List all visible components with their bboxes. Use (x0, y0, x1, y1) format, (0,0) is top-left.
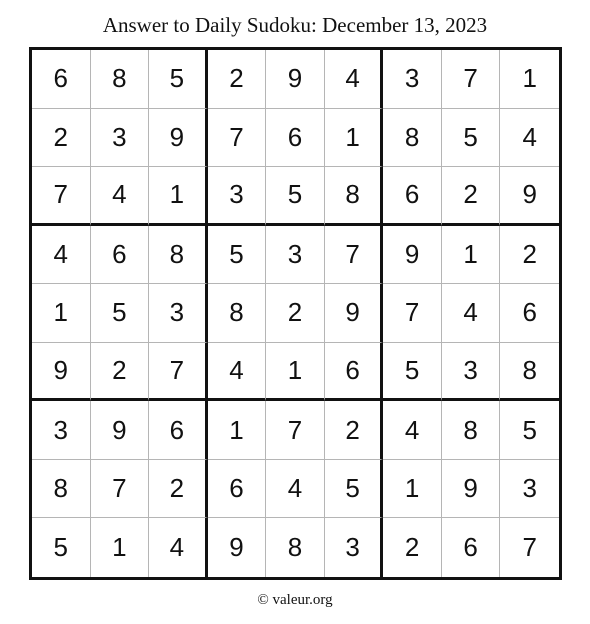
sudoku-cell-r4c5: 3 (266, 226, 325, 285)
sudoku-cell-r9c8: 6 (442, 518, 501, 577)
sudoku-cell-r3c4: 3 (208, 167, 267, 226)
sudoku-cell-r4c6: 7 (325, 226, 384, 285)
sudoku-cell-r1c3: 5 (149, 50, 208, 109)
sudoku-cell-r1c9: 1 (500, 50, 559, 109)
sudoku-cell-r8c8: 9 (442, 460, 501, 519)
sudoku-cell-r8c5: 4 (266, 460, 325, 519)
sudoku-cell-r3c7: 6 (383, 167, 442, 226)
sudoku-grid (32, 50, 559, 577)
sudoku-cell-r5c4: 8 (208, 284, 267, 343)
sudoku-cell-r2c4: 7 (208, 109, 267, 168)
sudoku-cell-r8c4: 6 (208, 460, 267, 519)
sudoku-cell-r9c9: 7 (522, 532, 537, 563)
credit-text: © valeur.org (257, 592, 333, 608)
sudoku-cell-r3c1: 7 (32, 167, 91, 226)
sudoku-cell-r7c6: 2 (325, 401, 384, 460)
sudoku-cell-r7c9: 5 (500, 401, 559, 460)
sudoku-cell-r1c2: 8 (91, 50, 150, 109)
sudoku-cell-r9c6: 3 (325, 518, 384, 577)
sudoku-cell-r7c4: 1 (208, 401, 267, 460)
sudoku-cell-r8c6: 5 (325, 460, 384, 519)
sudoku-cell-r7c1: 3 (32, 401, 91, 460)
sudoku-cell-r1c6: 4 (325, 50, 384, 109)
sudoku-cell-r7c3: 6 (149, 401, 208, 460)
sudoku-cell-r8c9: 3 (500, 460, 559, 519)
sudoku-cell-r7c2: 9 (91, 401, 150, 460)
sudoku-cell-r9c2: 1 (91, 518, 150, 577)
sudoku-cell-r7c7: 4 (383, 401, 442, 460)
sudoku-board (29, 47, 562, 580)
sudoku-cell-r4c9: 2 (500, 226, 559, 285)
sudoku-cell-r8c3: 2 (149, 460, 208, 519)
sudoku-cell-r5c7: 7 (383, 284, 442, 343)
sudoku-cell-r1c1: 6 (32, 50, 91, 109)
sudoku-cell-r2c5: 6 (266, 109, 325, 168)
sudoku-cell-r9c5: 8 (266, 518, 325, 577)
sudoku-cell-r5c2: 5 (91, 284, 150, 343)
sudoku-cell-r6c5: 1 (266, 343, 325, 402)
sudoku-cell-r4c2: 6 (91, 226, 150, 285)
sudoku-cell-r6c6: 6 (325, 343, 384, 402)
sudoku-cell-r5c5: 2 (266, 284, 325, 343)
sudoku-cell-r9c4: 9 (208, 518, 267, 577)
sudoku-cell-r6c4: 4 (208, 343, 267, 402)
sudoku-cell-r1c5: 9 (266, 50, 325, 109)
sudoku-cell-r9c7: 2 (383, 518, 442, 577)
sudoku-cell-r9c1: 5 (32, 518, 91, 577)
sudoku-cell-r6c9: 8 (500, 343, 559, 402)
sudoku-cell-r2c7: 8 (383, 109, 442, 168)
sudoku-cell-r6c7: 5 (383, 343, 442, 402)
sudoku-cell-r7c5: 7 (266, 401, 325, 460)
sudoku-cell-r6c3: 7 (149, 343, 208, 402)
sudoku-cell-r5c1: 1 (32, 284, 91, 343)
sudoku-cell-r2c3: 9 (149, 109, 208, 168)
sudoku-cell-r5c9: 6 (500, 284, 559, 343)
sudoku-cell-r4c4: 5 (208, 226, 267, 285)
sudoku-cell-r6c2: 2 (91, 343, 150, 402)
sudoku-cell-r4c1: 4 (32, 226, 91, 285)
sudoku-cell-r2c1: 2 (32, 109, 91, 168)
sudoku-cell-r3c9: 9 (500, 167, 559, 226)
sudoku-cell-r1c8: 7 (442, 50, 501, 109)
sudoku-cell-r4c3: 8 (149, 226, 208, 285)
sudoku-cell-r2c2: 3 (91, 109, 150, 168)
sudoku-cell-r2c9: 4 (500, 109, 559, 168)
sudoku-cell-r8c1: 8 (32, 460, 91, 519)
page-title: Answer to Daily Sudoku: December 13, 2023 (102, 13, 488, 37)
sudoku-cell-r9c3: 4 (149, 518, 208, 577)
sudoku-cell-r3c2: 4 (91, 167, 150, 226)
sudoku-cell-r8c7: 1 (383, 460, 442, 519)
sudoku-cell-r2c8: 5 (442, 109, 501, 168)
sudoku-cell-r5c3: 3 (149, 284, 208, 343)
sudoku-cell-r5c8: 4 (442, 284, 501, 343)
sudoku-cell-r3c5: 5 (266, 167, 325, 226)
sudoku-cell-r3c3: 1 (149, 167, 208, 226)
sudoku-cell-r4c8: 1 (442, 226, 501, 285)
sudoku-cell-r6c8: 3 (442, 343, 501, 402)
sudoku-cell-r2c6: 1 (325, 109, 384, 168)
sudoku-cell-r3c6: 8 (325, 167, 384, 226)
sudoku-cell-r1c4: 2 (208, 50, 267, 109)
sudoku-cell-r8c2: 7 (91, 460, 150, 519)
sudoku-cell-r3c8: 2 (442, 167, 501, 226)
sudoku-cell-r7c8: 8 (442, 401, 501, 460)
sudoku-cell-r1c7: 3 (383, 50, 442, 109)
sudoku-cell-r4c7: 9 (383, 226, 442, 285)
sudoku-cell-r6c1: 9 (32, 343, 91, 402)
sudoku-cell-r5c6: 9 (325, 284, 384, 343)
